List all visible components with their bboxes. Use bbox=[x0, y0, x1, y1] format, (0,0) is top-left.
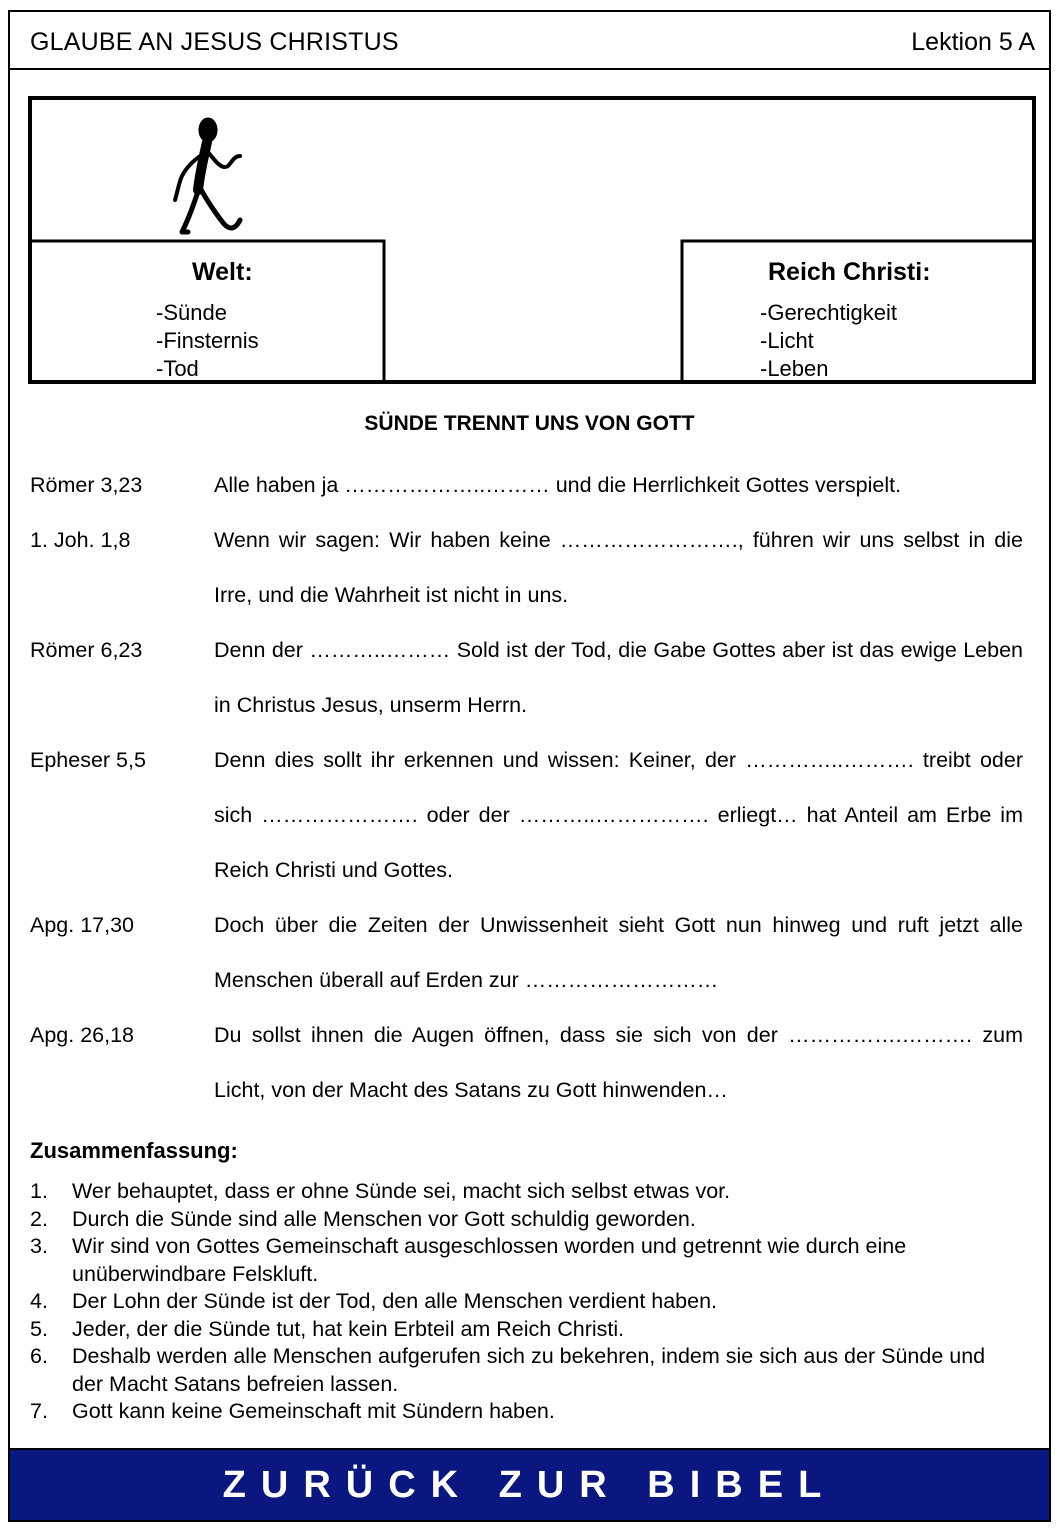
list-item: -Tod bbox=[156, 356, 199, 381]
list-text: Jeder, der die Sünde tut, hat kein Erbteil am Reich Christi. bbox=[72, 1316, 625, 1341]
verse-reference: Römer 6,23 bbox=[30, 638, 143, 662]
list-number: 1. bbox=[30, 1179, 48, 1203]
list-number: 6. bbox=[30, 1344, 48, 1368]
list-item bbox=[30, 1316, 1020, 1344]
verse-reference: Römer 3,23 bbox=[30, 473, 143, 497]
list-item bbox=[30, 1288, 1020, 1316]
verse-text: Du sollst ihnen die Augen öffnen, dass sie sich von der …………….………. zum Licht, von der Macht des Satans zu Gott hinwenden… bbox=[214, 1023, 1023, 1102]
list-text: Wir sind von Gottes Gemeinschaft ausgeschlossen worden und getrennt wie durch eine unüberwindbare Felskluft. bbox=[72, 1234, 907, 1286]
list-text: Gott kann keine Gemeinschaft mit Sündern haben. bbox=[72, 1399, 555, 1423]
verse-row bbox=[30, 513, 1023, 623]
list-item bbox=[30, 1206, 1020, 1234]
list-text: Der Lohn der Sünde ist der Tod, den alle Menschen verdient haben. bbox=[72, 1289, 718, 1313]
list-number: 4. bbox=[30, 1289, 48, 1313]
verse-reference: Epheser 5,5 bbox=[30, 748, 146, 772]
list-number: 5. bbox=[30, 1316, 48, 1341]
list-item: -Sünde bbox=[156, 300, 227, 325]
worksheet-page bbox=[8, 10, 1051, 1522]
verse-row bbox=[30, 733, 1023, 898]
list-text: Wer behauptet, dass er ohne Sünde sei, macht sich selbst etwas vor. bbox=[72, 1179, 731, 1203]
list-number: 7. bbox=[30, 1399, 48, 1423]
verse-reference: Apg. 26,18 bbox=[30, 1023, 135, 1047]
world-list bbox=[156, 299, 259, 383]
verse-text: Denn dies sollt ihr erkennen und wissen: Keiner, der …………..………. treibt oder sich …………………. oder der ………..……………. erliegt… hat Anteil am Erbe im Reich Christi und Gottes. bbox=[214, 748, 1023, 882]
footer-banner-text: ZURÜCK ZUR BIBEL bbox=[222, 1464, 837, 1506]
list-text: Durch die Sünde sind alle Menschen vor Gott schuldig geworden. bbox=[72, 1206, 696, 1231]
verse-reference: Apg. 17,30 bbox=[30, 913, 135, 937]
list-text: Deshalb werden alle Menschen aufgerufen sich zu bekehren, indem sie sich aus der Sünde und der Macht Satans befreien lassen. bbox=[72, 1344, 986, 1396]
list-item: -Finsternis bbox=[156, 328, 259, 353]
list-number: 2. bbox=[30, 1206, 48, 1231]
list-item: -Licht bbox=[760, 328, 814, 353]
page-header bbox=[10, 12, 1049, 70]
verse-text: Doch über die Zeiten der Unwissenheit sieht Gott nun hinweg und ruft jetzt alle Menschen überall auf Erden zur ……………………… bbox=[214, 913, 1023, 992]
kingdom-list bbox=[760, 299, 897, 383]
list-item bbox=[30, 1398, 1020, 1426]
verse-text: Denn der ………..……… Sold ist der Tod, die Gabe Gottes aber ist das ewige Leben in Christus Jesus, unserm Herrn. bbox=[214, 638, 1023, 717]
kingdom-title: Reich Christi: bbox=[768, 258, 931, 286]
list-number: 3. bbox=[30, 1234, 48, 1258]
verse-reference: 1. Joh. 1,8 bbox=[30, 528, 131, 552]
verse-text: Alle haben ja ………………..……… und die Herrlichkeit Gottes verspielt. bbox=[214, 473, 902, 497]
list-item bbox=[30, 1233, 1020, 1288]
summary-title: Zusammenfassung: bbox=[30, 1138, 238, 1163]
verse-row bbox=[30, 458, 1023, 513]
list-item: -Leben bbox=[760, 356, 829, 381]
list-item: -Gerechtigkeit bbox=[760, 300, 897, 325]
walking-stick-figure-icon bbox=[175, 118, 240, 232]
lesson-label: Lektion 5 A bbox=[911, 28, 1035, 56]
verse-row bbox=[30, 1008, 1023, 1118]
verse-text: Wenn wir sagen: Wir haben keine ……………………., führen wir uns selbst in die Irre, und die Wahrheit ist nicht in uns. bbox=[214, 528, 1023, 607]
summary-list bbox=[30, 1178, 1020, 1426]
list-item bbox=[30, 1343, 1020, 1398]
verse-row bbox=[30, 898, 1023, 1008]
world-title: Welt: bbox=[192, 258, 253, 286]
page-title: GLAUBE AN JESUS CHRISTUS bbox=[30, 28, 399, 56]
section-title: SÜNDE TRENNT UNS VON GOTT bbox=[364, 412, 695, 435]
verse-row bbox=[30, 623, 1023, 733]
footer-banner bbox=[10, 1448, 1049, 1520]
chasm-diagram bbox=[28, 96, 1038, 386]
list-item bbox=[30, 1178, 1020, 1206]
verse-list bbox=[30, 458, 1023, 1118]
